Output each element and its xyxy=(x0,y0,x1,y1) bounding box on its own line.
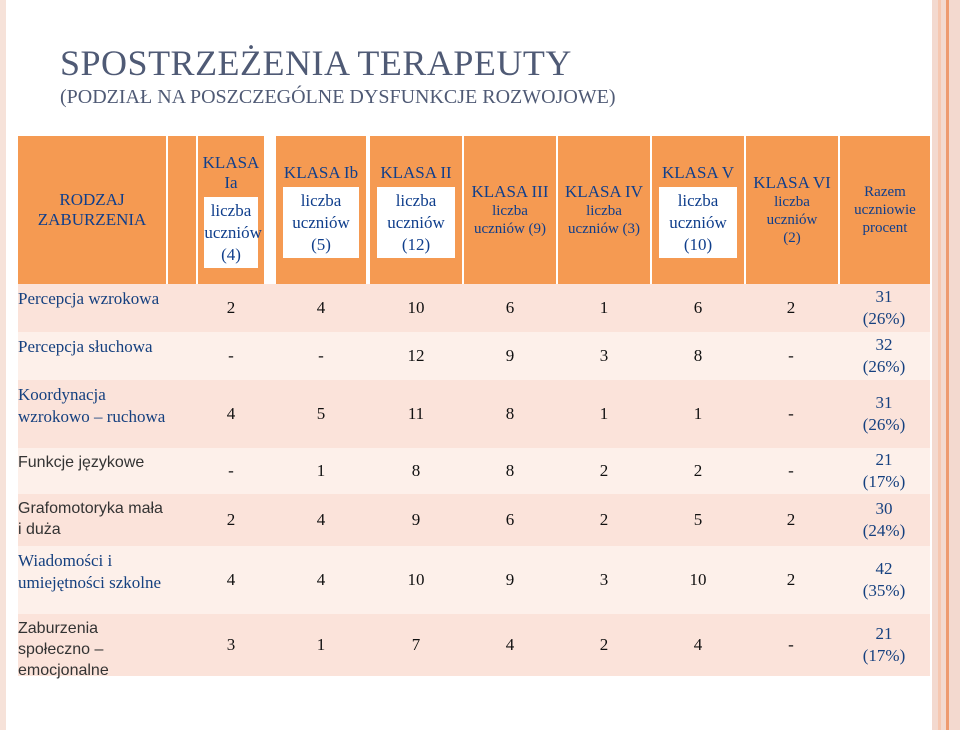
total-count: 32 xyxy=(875,335,893,354)
table-row xyxy=(18,284,930,332)
header-total: Razem uczniowie procent xyxy=(840,136,930,284)
slide-title: SPOSTRZEŻENIA TERAPEUTY xyxy=(60,43,572,83)
header-class-v: KLASA V liczba uczniów (10) xyxy=(652,136,744,284)
row-value: 9 xyxy=(411,510,421,529)
row-value: - xyxy=(788,461,794,480)
row-value: 10 xyxy=(407,298,425,317)
total-count: 42 xyxy=(875,559,893,578)
row-value: 4 xyxy=(693,635,703,654)
row-value: 6 xyxy=(693,298,703,317)
row-total xyxy=(838,392,930,436)
row-value: 4 xyxy=(316,510,326,529)
row-value: - xyxy=(228,346,234,365)
row-total xyxy=(838,558,930,602)
header-spacer xyxy=(168,136,196,284)
row-value: 4 xyxy=(226,404,236,423)
row-value: 2 xyxy=(599,510,609,529)
row-value: - xyxy=(228,461,234,480)
header-class-ia: KLASA Ia liczba uczniów (4) xyxy=(198,136,264,284)
total-percent: (26%) xyxy=(862,309,906,328)
header-type: RODZAJ ZABURZENIA xyxy=(18,136,166,284)
row-value: 4 xyxy=(316,298,326,317)
total-percent: (26%) xyxy=(862,415,906,434)
row-value: 10 xyxy=(407,570,425,589)
row-value: - xyxy=(788,635,794,654)
total-count: 21 xyxy=(875,450,893,469)
total-percent: (26%) xyxy=(862,357,906,376)
row-value: 1 xyxy=(599,298,609,317)
row-value: 3 xyxy=(599,570,609,589)
table-row xyxy=(18,332,930,380)
row-total xyxy=(838,334,930,378)
right-border-decoration xyxy=(932,0,960,730)
row-value: 2 xyxy=(693,461,703,480)
row-value: - xyxy=(788,346,794,365)
row-value: 5 xyxy=(693,510,703,529)
row-label: Zaburzenia społeczno – emocjonalne xyxy=(18,620,109,679)
total-percent: (24%) xyxy=(862,521,906,540)
row-value: 8 xyxy=(411,461,421,480)
total-count: 31 xyxy=(875,393,893,412)
row-label: Funkcje językowe xyxy=(18,454,145,471)
row-value: - xyxy=(318,346,324,365)
row-value: 2 xyxy=(599,461,609,480)
row-value: - xyxy=(788,404,794,423)
row-total xyxy=(838,623,930,667)
left-border-decoration xyxy=(0,0,6,730)
row-value: 2 xyxy=(226,510,236,529)
header-class-iv: KLASA IV liczba uczniów (3) xyxy=(558,136,650,284)
row-value: 2 xyxy=(599,635,609,654)
total-count: 21 xyxy=(875,624,893,643)
header-class-iii: KLASA III liczba uczniów (9) xyxy=(464,136,556,284)
total-count: 30 xyxy=(875,499,893,518)
row-value: 1 xyxy=(316,461,326,480)
row-value: 9 xyxy=(505,346,515,365)
row-value: 10 xyxy=(689,570,707,589)
row-value: 2 xyxy=(786,570,796,589)
total-count: 31 xyxy=(875,287,893,306)
row-label: Wiadomości i umiejętności szkolne xyxy=(18,551,162,592)
row-value: 6 xyxy=(505,298,515,317)
row-value: 2 xyxy=(226,298,236,317)
row-value: 1 xyxy=(599,404,609,423)
row-value: 2 xyxy=(786,298,796,317)
row-value: 3 xyxy=(226,635,236,654)
row-value: 4 xyxy=(226,570,236,589)
header-class-ii: KLASA II liczba uczniów (12) xyxy=(370,136,462,284)
row-value: 11 xyxy=(407,404,425,423)
table-row xyxy=(18,494,930,546)
total-percent: (17%) xyxy=(862,472,906,491)
row-total xyxy=(838,498,930,542)
row-value: 4 xyxy=(505,635,515,654)
row-value: 6 xyxy=(505,510,515,529)
row-value: 2 xyxy=(786,510,796,529)
row-label: Koordynacja wzrokowo – ruchowa xyxy=(18,385,166,426)
row-value: 1 xyxy=(316,635,326,654)
total-percent: (35%) xyxy=(862,581,906,600)
slide-subtitle: (PODZIAŁ NA POSZCZEGÓLNE DYSFUNKCJE ROZWOJOWE) xyxy=(60,86,616,108)
row-value: 9 xyxy=(505,570,515,589)
table-row xyxy=(18,380,930,448)
row-label: Percepcja wzrokowa xyxy=(18,289,160,308)
row-total xyxy=(838,286,930,330)
table-row xyxy=(18,614,930,679)
row-total xyxy=(838,449,930,493)
header-class-ib: KLASA Ib liczba uczniów (5) xyxy=(276,136,366,284)
dysfunction-table xyxy=(18,136,930,679)
table-row xyxy=(18,546,930,614)
row-value: 8 xyxy=(693,346,703,365)
row-value: 1 xyxy=(693,404,703,423)
table-row xyxy=(18,448,930,494)
row-value: 3 xyxy=(599,346,609,365)
row-label: Percepcja słuchowa xyxy=(18,337,153,356)
row-value: 7 xyxy=(411,635,421,654)
header-class-vi: KLASA VI liczba uczniów (2) xyxy=(746,136,838,284)
row-value: 4 xyxy=(316,570,326,589)
row-label: Grafomotoryka mała i duża xyxy=(18,500,163,538)
total-percent: (17%) xyxy=(862,646,906,665)
row-value: 8 xyxy=(505,461,515,480)
row-value: 8 xyxy=(505,404,515,423)
row-value: 5 xyxy=(316,404,326,423)
row-value: 12 xyxy=(407,346,425,365)
